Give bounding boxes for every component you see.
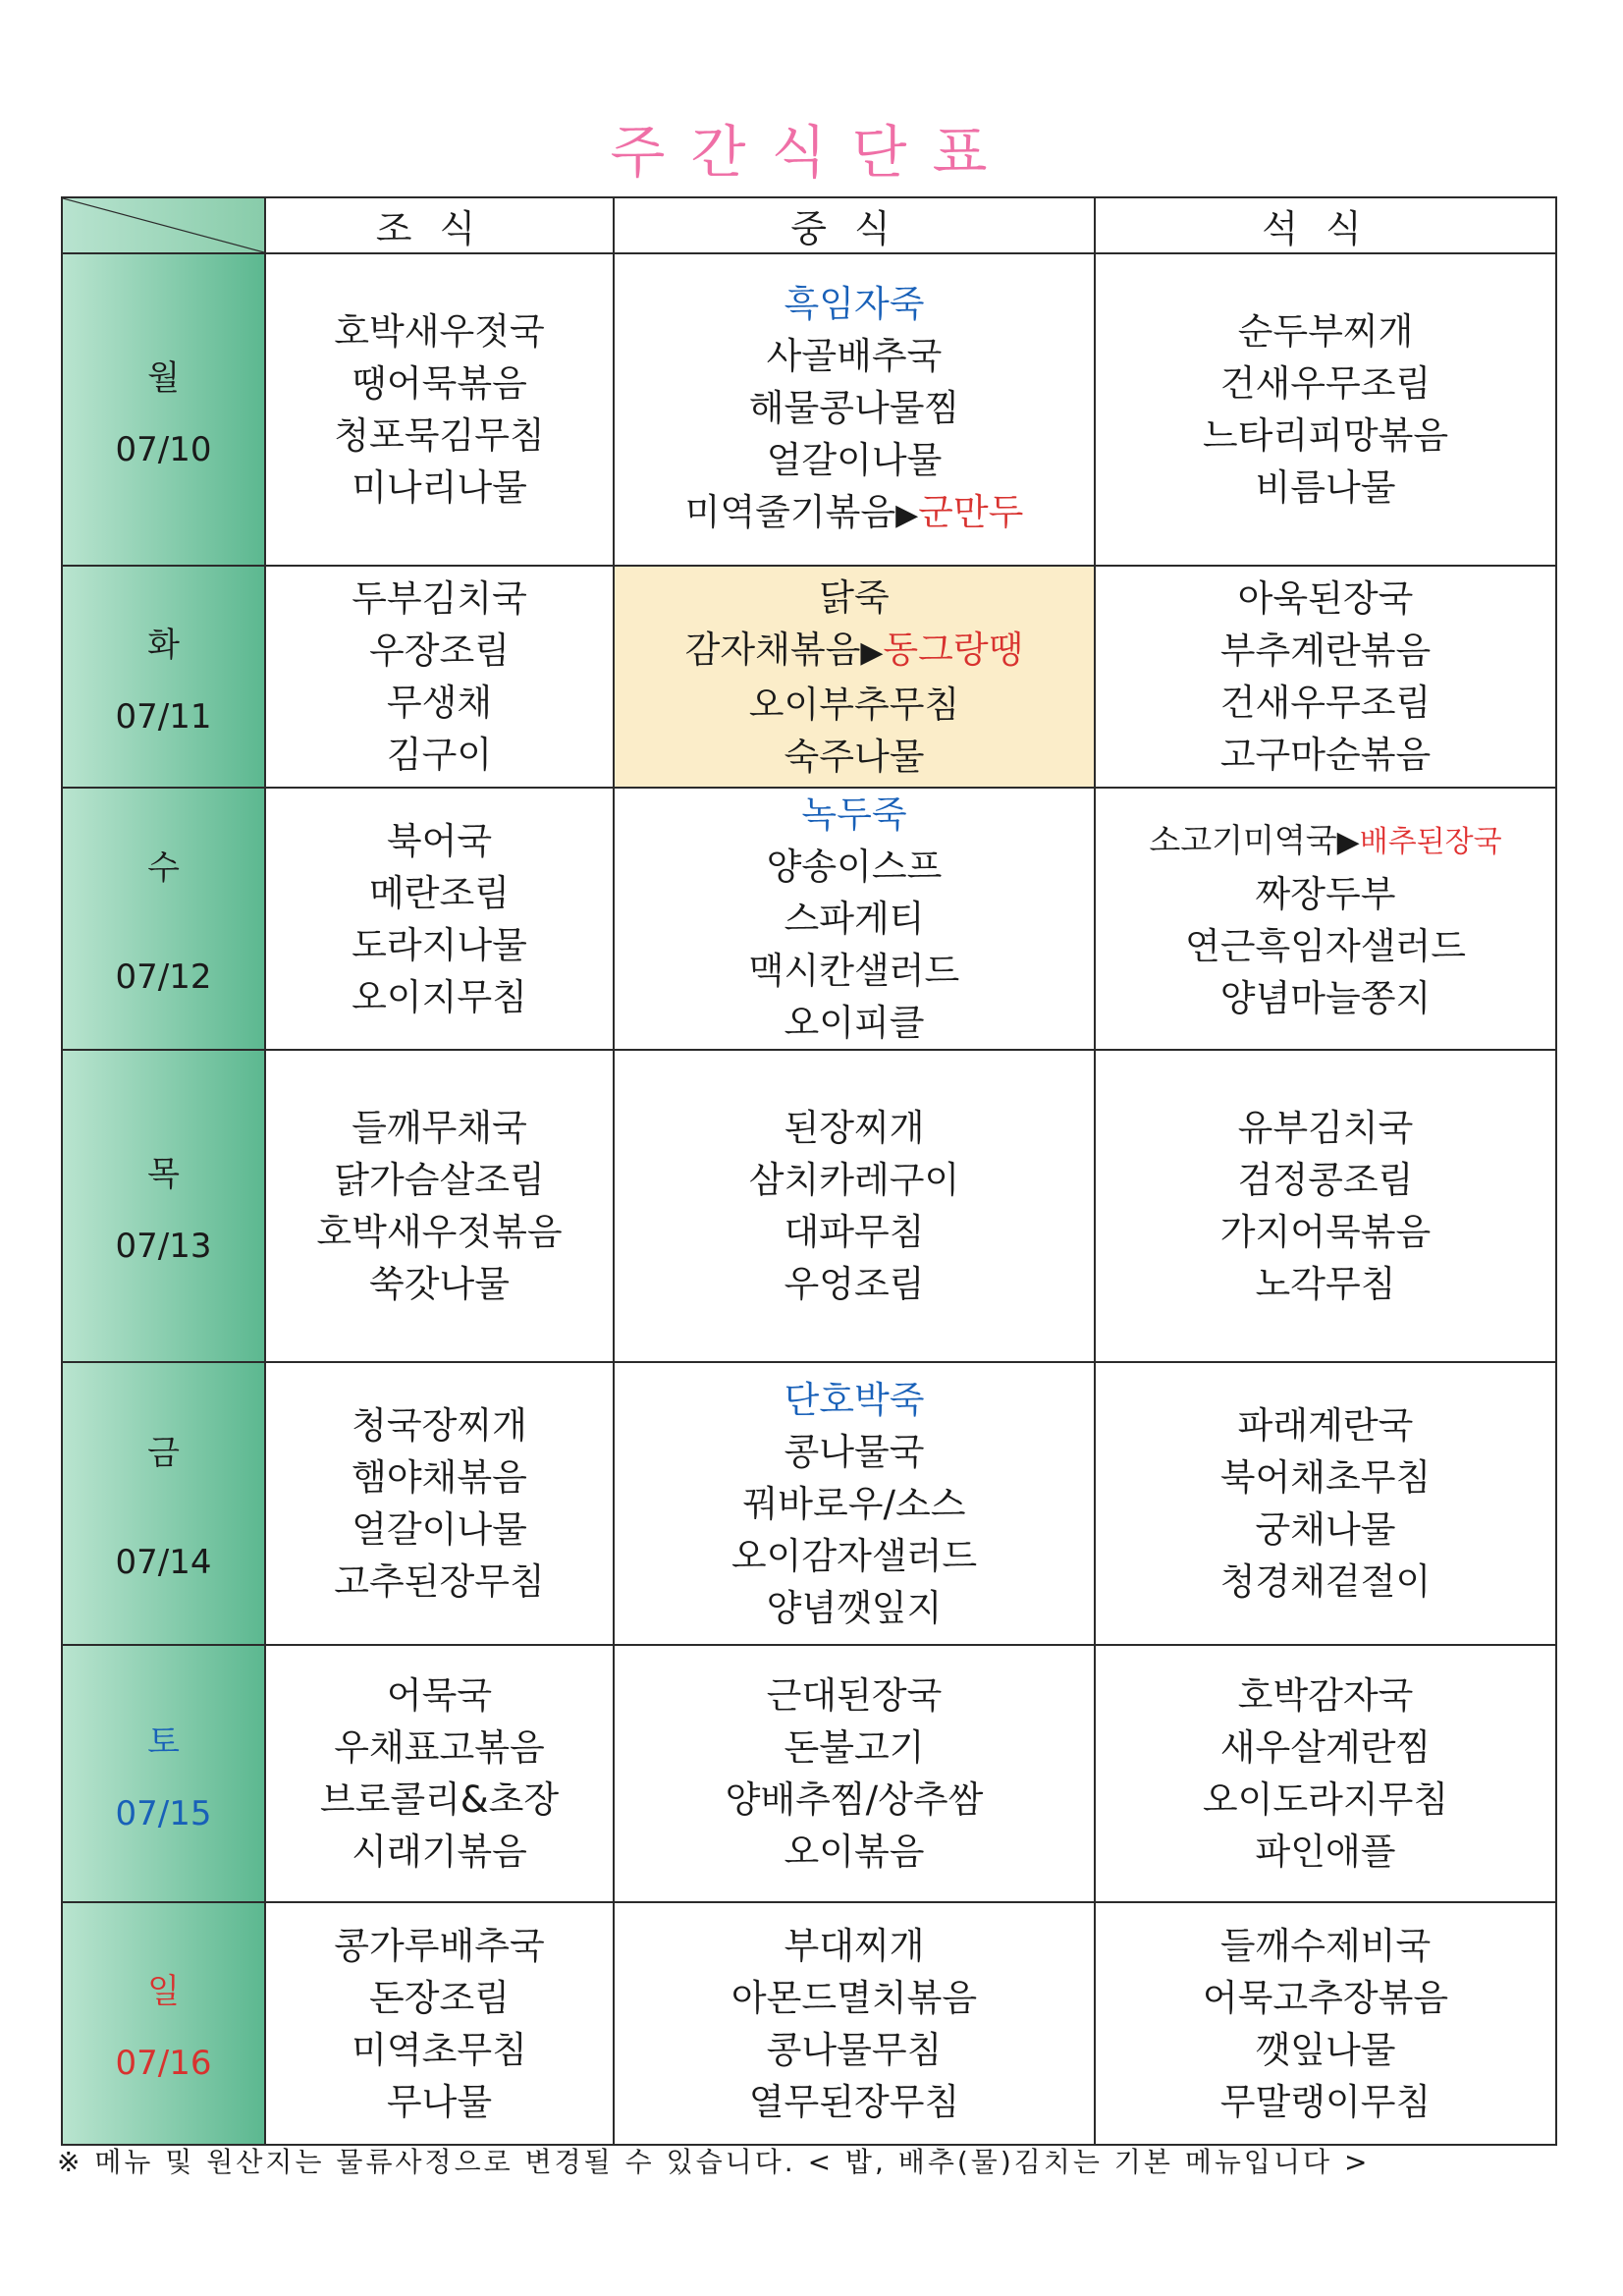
day-name: 월 [147, 357, 180, 398]
menu-item: 들깨무채국 [352, 1107, 527, 1149]
menu-item: 부대찌개 [784, 1924, 925, 1967]
menu-item: 사골배추국 [766, 335, 943, 377]
menu-item: 된장찌개 [784, 1107, 925, 1149]
menu-item: 대파무침 [784, 1211, 925, 1253]
day-row-sun [62, 1902, 1556, 2145]
day-cell [62, 1902, 265, 2145]
menu-item: 스파게티 [784, 898, 925, 940]
menu-item: 청경채겉절이 [1219, 1560, 1432, 1603]
menu-item: 순두부찌개 [1237, 310, 1414, 353]
diagonal-line [63, 198, 264, 252]
menu-item: 햄야채볶음 [352, 1456, 527, 1499]
menu-item: 부추계란볶음 [1219, 629, 1432, 672]
day-date: 07/16 [115, 2044, 212, 2083]
menu-item-alt: 군만두 [918, 491, 1024, 533]
menu-item: 아욱된장국 [1237, 577, 1414, 620]
menu-item: 오이부추무침 [748, 683, 960, 726]
menu-item: 오이감자샐러드 [730, 1534, 978, 1577]
corner-cell [62, 197, 265, 253]
menu-item: 깻잎나물 [1255, 2028, 1396, 2071]
menu-item: 우장조림 [369, 629, 510, 672]
lunch-cell [614, 1645, 1095, 1902]
breakfast-cell [265, 1362, 614, 1645]
menu-item: 양념깻잎지 [766, 1586, 943, 1629]
menu-item: 유부김치국 [1237, 1107, 1414, 1149]
menu-item: 느타리피망볶음 [1202, 414, 1449, 457]
header-row [62, 197, 1556, 253]
header-breakfast: 조식 [265, 197, 614, 253]
day-name: 일 [147, 1972, 180, 2011]
header-lunch: 중식 [614, 197, 1095, 253]
lunch-cell [614, 788, 1095, 1050]
menu-item: 미역초무침 [352, 2028, 527, 2071]
day-name: 수 [147, 848, 180, 888]
menu-item: 호박새우젓국 [334, 310, 545, 353]
menu-item: 미나리나물 [352, 466, 527, 509]
menu-item: 검정콩조림 [1237, 1159, 1414, 1201]
menu-item: 열무된장무침 [748, 2080, 960, 2123]
dinner-cell [1095, 566, 1556, 788]
menu-item-with-alt [615, 486, 1094, 541]
menu-item: 무나물 [386, 2080, 493, 2123]
menu-item: 오이볶음 [784, 1831, 925, 1873]
menu-item: 숙주나물 [784, 735, 925, 778]
menu-item: 고구마순볶음 [1219, 734, 1432, 776]
arrow-right-icon: ▶ [860, 634, 884, 670]
menu-item: 가지어묵볶음 [1219, 1211, 1432, 1253]
menu-item: 어묵고추장볶음 [1202, 1976, 1449, 2019]
menu-item: 호박감자국 [1237, 1674, 1414, 1717]
dinner-cell [1095, 253, 1556, 566]
menu-item: 얼갈이나물 [352, 1508, 527, 1551]
day-row-fri [62, 1362, 1556, 1645]
weekly-menu-table [61, 196, 1557, 2146]
menu-item: 땡어묵볶음 [352, 362, 527, 405]
lunch-cell [614, 1362, 1095, 1645]
menu-item-alt: 배추된장국 [1359, 824, 1502, 859]
menu-item: 청국장찌개 [352, 1404, 527, 1447]
lunch-cell [614, 253, 1095, 566]
lunch-cell [614, 1902, 1095, 2145]
menu-item: 호박새우젓볶음 [316, 1211, 563, 1253]
day-name: 화 [147, 625, 180, 665]
breakfast-cell [265, 1902, 614, 2145]
page-title: 주간식단표 [610, 119, 1013, 186]
menu-item: 짜장두부 [1255, 872, 1396, 915]
menu-item: 어묵국 [386, 1674, 493, 1717]
breakfast-cell [265, 253, 614, 566]
menu-item: 아몬드멸치볶음 [730, 1976, 978, 2019]
menu-item: 오이도라지무침 [1202, 1778, 1449, 1821]
menu-item-main: 미역줄기볶음 [684, 491, 896, 533]
breakfast-cell [265, 1050, 614, 1362]
menu-item: 돈장조림 [369, 1976, 510, 2019]
lunch-cell-highlighted [614, 566, 1095, 788]
menu-item: 고추된장무침 [334, 1560, 545, 1603]
menu-item: 콩나물국 [784, 1430, 925, 1473]
day-name: 금 [147, 1433, 180, 1473]
menu-item: 북어채초무침 [1219, 1456, 1432, 1499]
menu-item: 새우살계란찜 [1219, 1726, 1432, 1769]
day-row-wed [62, 788, 1556, 1050]
menu-item: 도라지나물 [352, 923, 527, 966]
menu-item: 돈불고기 [784, 1726, 925, 1769]
menu-item: 궁채나물 [1255, 1508, 1396, 1551]
dinner-cell [1095, 1902, 1556, 2145]
menu-item: 북어국 [386, 819, 493, 862]
arrow-right-icon: ▶ [1336, 824, 1360, 859]
porridge-item: 흑임자죽 [784, 283, 925, 325]
menu-item: 건새우무조림 [1219, 362, 1432, 405]
day-date: 07/14 [115, 1542, 212, 1582]
day-date: 07/15 [115, 1793, 212, 1833]
day-cell [62, 1050, 265, 1362]
menu-item: 콩나물무침 [766, 2028, 943, 2071]
day-row-tue [62, 566, 1556, 788]
day-cell [62, 253, 265, 566]
menu-item: 얼갈이나물 [766, 439, 943, 481]
menu-item-with-alt [615, 624, 1094, 679]
menu-item: 양념마늘쫑지 [1219, 976, 1432, 1019]
lunch-cell [614, 1050, 1095, 1362]
day-date: 07/10 [115, 429, 212, 469]
menu-item: 꿔바로우/소스 [742, 1482, 966, 1525]
header-dinner: 석식 [1095, 197, 1556, 253]
menu-item: 건새우무조림 [1219, 682, 1432, 724]
menu-item: 오이지무침 [352, 975, 527, 1018]
porridge-item: 녹두죽 [801, 793, 907, 836]
footnote: ※ 메뉴 및 원산지는 물류사정으로 변경될 수 있습니다. < 밥, 배추(물)김치는 기본 메뉴입니다 > [57, 2146, 1371, 2178]
dinner-cell [1095, 1362, 1556, 1645]
menu-item-main: 소고기미역국 [1149, 820, 1337, 859]
menu-item: 해물콩나물찜 [748, 387, 960, 429]
menu-item: 노각무침 [1255, 1263, 1396, 1305]
menu-item: 메란조림 [369, 871, 510, 914]
day-row-mon [62, 253, 1556, 566]
menu-item: 콩가루배추국 [334, 1924, 545, 1967]
menu-item: 비름나물 [1255, 466, 1396, 509]
day-row-thu [62, 1050, 1556, 1362]
menu-item: 닭가슴살조림 [334, 1159, 545, 1201]
menu-item-with-alt [1096, 814, 1555, 868]
menu-item: 연근흑임자샐러드 [1185, 924, 1466, 967]
day-name: 토 [147, 1722, 180, 1762]
breakfast-cell [265, 566, 614, 788]
day-cell [62, 1645, 265, 1902]
menu-item: 우채표고볶음 [334, 1726, 545, 1769]
day-date: 07/13 [115, 1226, 212, 1266]
day-date: 07/12 [115, 957, 212, 997]
day-date: 07/11 [115, 696, 212, 737]
menu-item: 맥시칸샐러드 [748, 950, 960, 992]
menu-item: 오이피클 [784, 1002, 925, 1044]
menu-item-main: 감자채볶음 [684, 628, 861, 671]
menu-item: 김구이 [386, 734, 493, 776]
menu-item: 두부김치국 [352, 577, 527, 620]
menu-item: 양송이스프 [766, 846, 943, 888]
menu-item: 파래계란국 [1237, 1404, 1414, 1447]
menu-item: 근대된장국 [766, 1674, 943, 1717]
menu-item: 쑥갓나물 [369, 1263, 510, 1305]
dinner-cell [1095, 1050, 1556, 1362]
dinner-cell [1095, 1645, 1556, 1902]
breakfast-cell [265, 1645, 614, 1902]
day-cell [62, 566, 265, 788]
day-name: 목 [147, 1154, 180, 1194]
menu-item: 파인애플 [1255, 1831, 1396, 1873]
menu-item: 양배추찜/상추쌈 [725, 1778, 984, 1821]
porridge-item: 단호박죽 [784, 1378, 925, 1421]
breakfast-cell [265, 788, 614, 1050]
day-cell [62, 788, 265, 1050]
arrow-right-icon: ▶ [895, 498, 919, 532]
menu-item: 무말랭이무침 [1219, 2080, 1432, 2123]
menu-item: 시래기볶음 [352, 1831, 527, 1873]
menu-item: 청포묵김무침 [334, 414, 545, 457]
menu-item: 닭죽 [819, 575, 890, 619]
menu-item: 무생채 [386, 682, 493, 724]
day-row-sat [62, 1645, 1556, 1902]
menu-item: 들깨수제비국 [1219, 1924, 1432, 1967]
menu-item: 삼치카레구이 [748, 1159, 960, 1201]
menu-item: 우엉조림 [784, 1263, 925, 1305]
menu-item-alt: 동그랑땡 [883, 628, 1024, 671]
menu-item: 브로콜리&초장 [319, 1778, 560, 1821]
dinner-cell [1095, 788, 1556, 1050]
day-cell [62, 1362, 265, 1645]
